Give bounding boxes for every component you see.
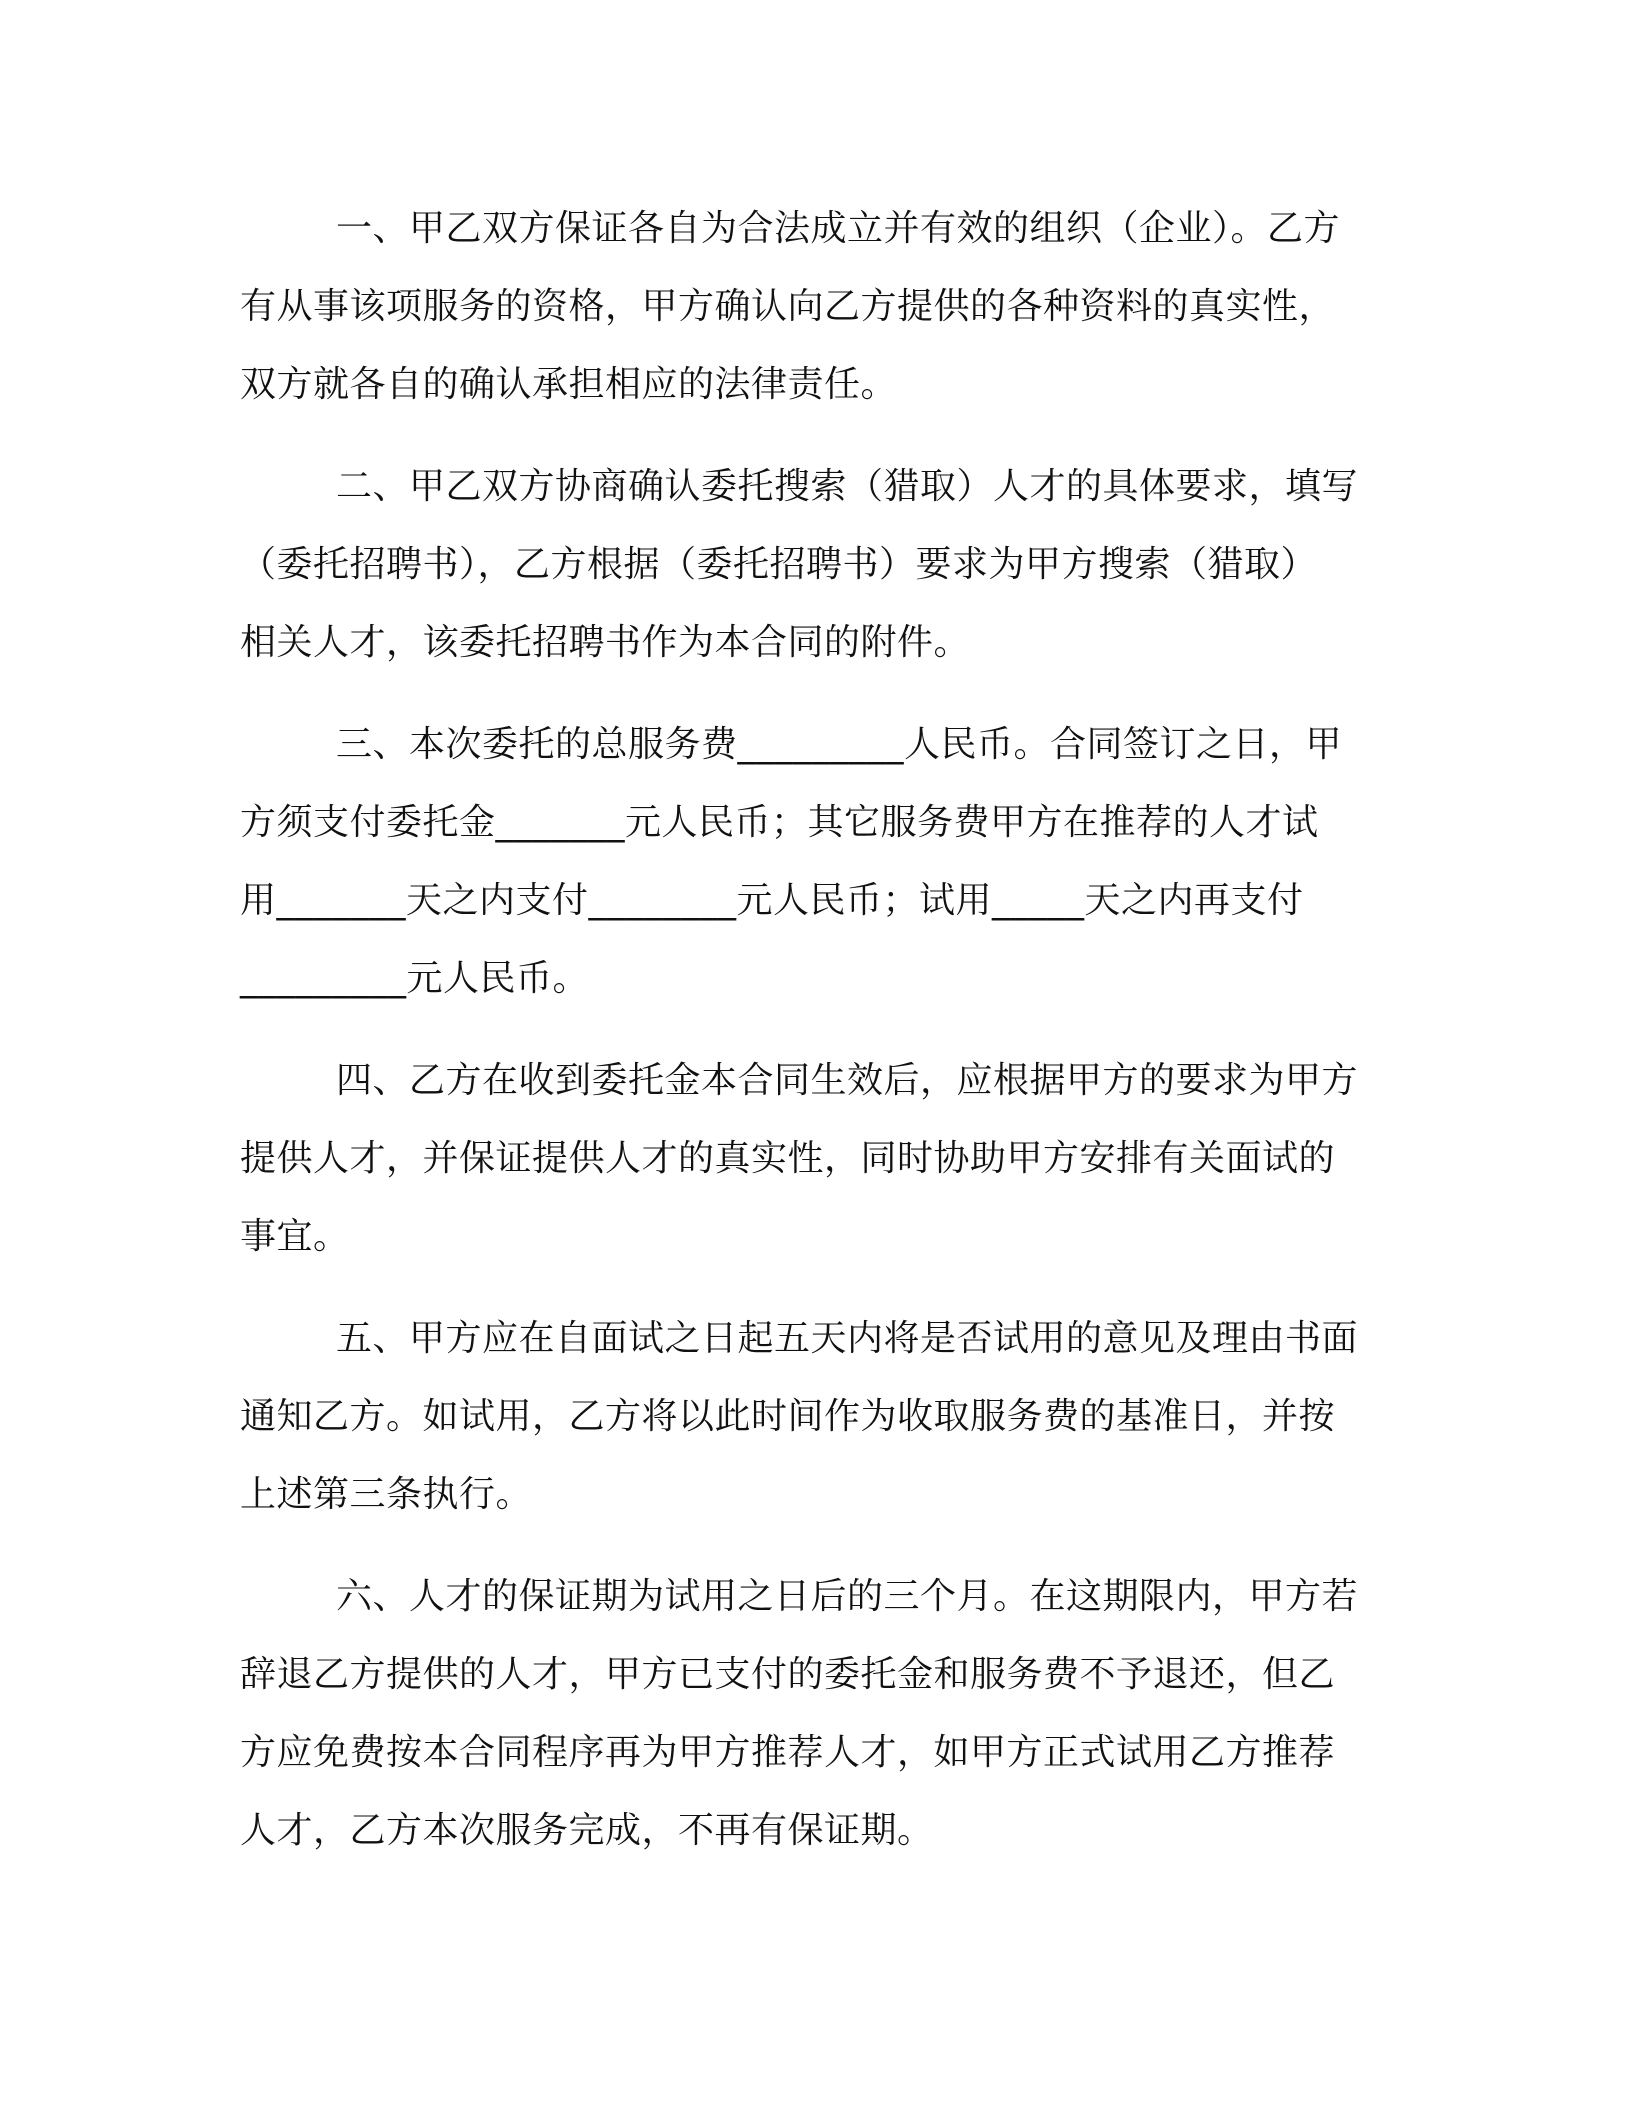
clause-line: 方应免费按本合同程序再为甲方推荐人才，如甲方正式试用乙方推荐 [240,1732,1336,1773]
clause-line: 通知乙方。如试用，乙方将以此时间作为收取服务费的基准日，并按 [240,1396,1336,1437]
clause-line: 四、乙方在收到委托金本合同生效后，应根据甲方的要求为甲方 [336,1060,1359,1101]
clause-line: 人才，乙方本次服务完成，不再有保证期。 [240,1810,934,1851]
clause-6 [240,1558,1380,1870]
clause-line: 六、人才的保证期为试用之日后的三个月。在这期限内，甲方若 [336,1576,1359,1617]
document-body [240,190,1380,1894]
clause-line: 上述第三条执行。 [240,1474,533,1515]
clause-line: _________元人民币。 [240,958,590,999]
clause-1 [240,190,1380,424]
clause-line: 有从事该项服务的资格，甲方确认向乙方提供的各种资料的真实性， [240,286,1336,327]
clause-line: 辞退乙方提供的人才，甲方已支付的委托金和服务费不予退还，但乙 [240,1654,1336,1695]
clause-line: 用_______天之内支付________元人民币；试用_____天之内再支付 [240,880,1304,921]
clause-line: 方须支付委托金_______元人民币；其它服务费甲方在推荐的人才试 [240,802,1319,843]
clause-4 [240,1042,1380,1276]
clause-line: 提供人才，并保证提供人才的真实性，同时协助甲方安排有关面试的 [240,1138,1336,1179]
clause-5 [240,1300,1380,1534]
clause-2 [240,448,1380,682]
clause-line: 五、甲方应在自面试之日起五天内将是否试用的意见及理由书面 [336,1318,1359,1359]
clause-line: 二、甲乙双方协商确认委托搜索（猎取）人才的具体要求，填写 [336,466,1359,507]
clause-line: （委托招聘书），乙方根据（委托招聘书）要求为甲方搜索（猎取） [240,544,1318,585]
clause-line: 双方就各自的确认承担相应的法律责任。 [240,364,898,405]
clause-3 [240,706,1380,1018]
clause-line: 一、甲乙双方保证各自为合法成立并有效的组织（企业）。乙方 [336,208,1341,249]
clause-line: 相关人才，该委托招聘书作为本合同的附件。 [240,622,971,663]
clause-line: 事宜。 [240,1216,350,1257]
clause-line: 三、本次委托的总服务费_________人民币。合同签订之日，甲 [336,724,1343,765]
